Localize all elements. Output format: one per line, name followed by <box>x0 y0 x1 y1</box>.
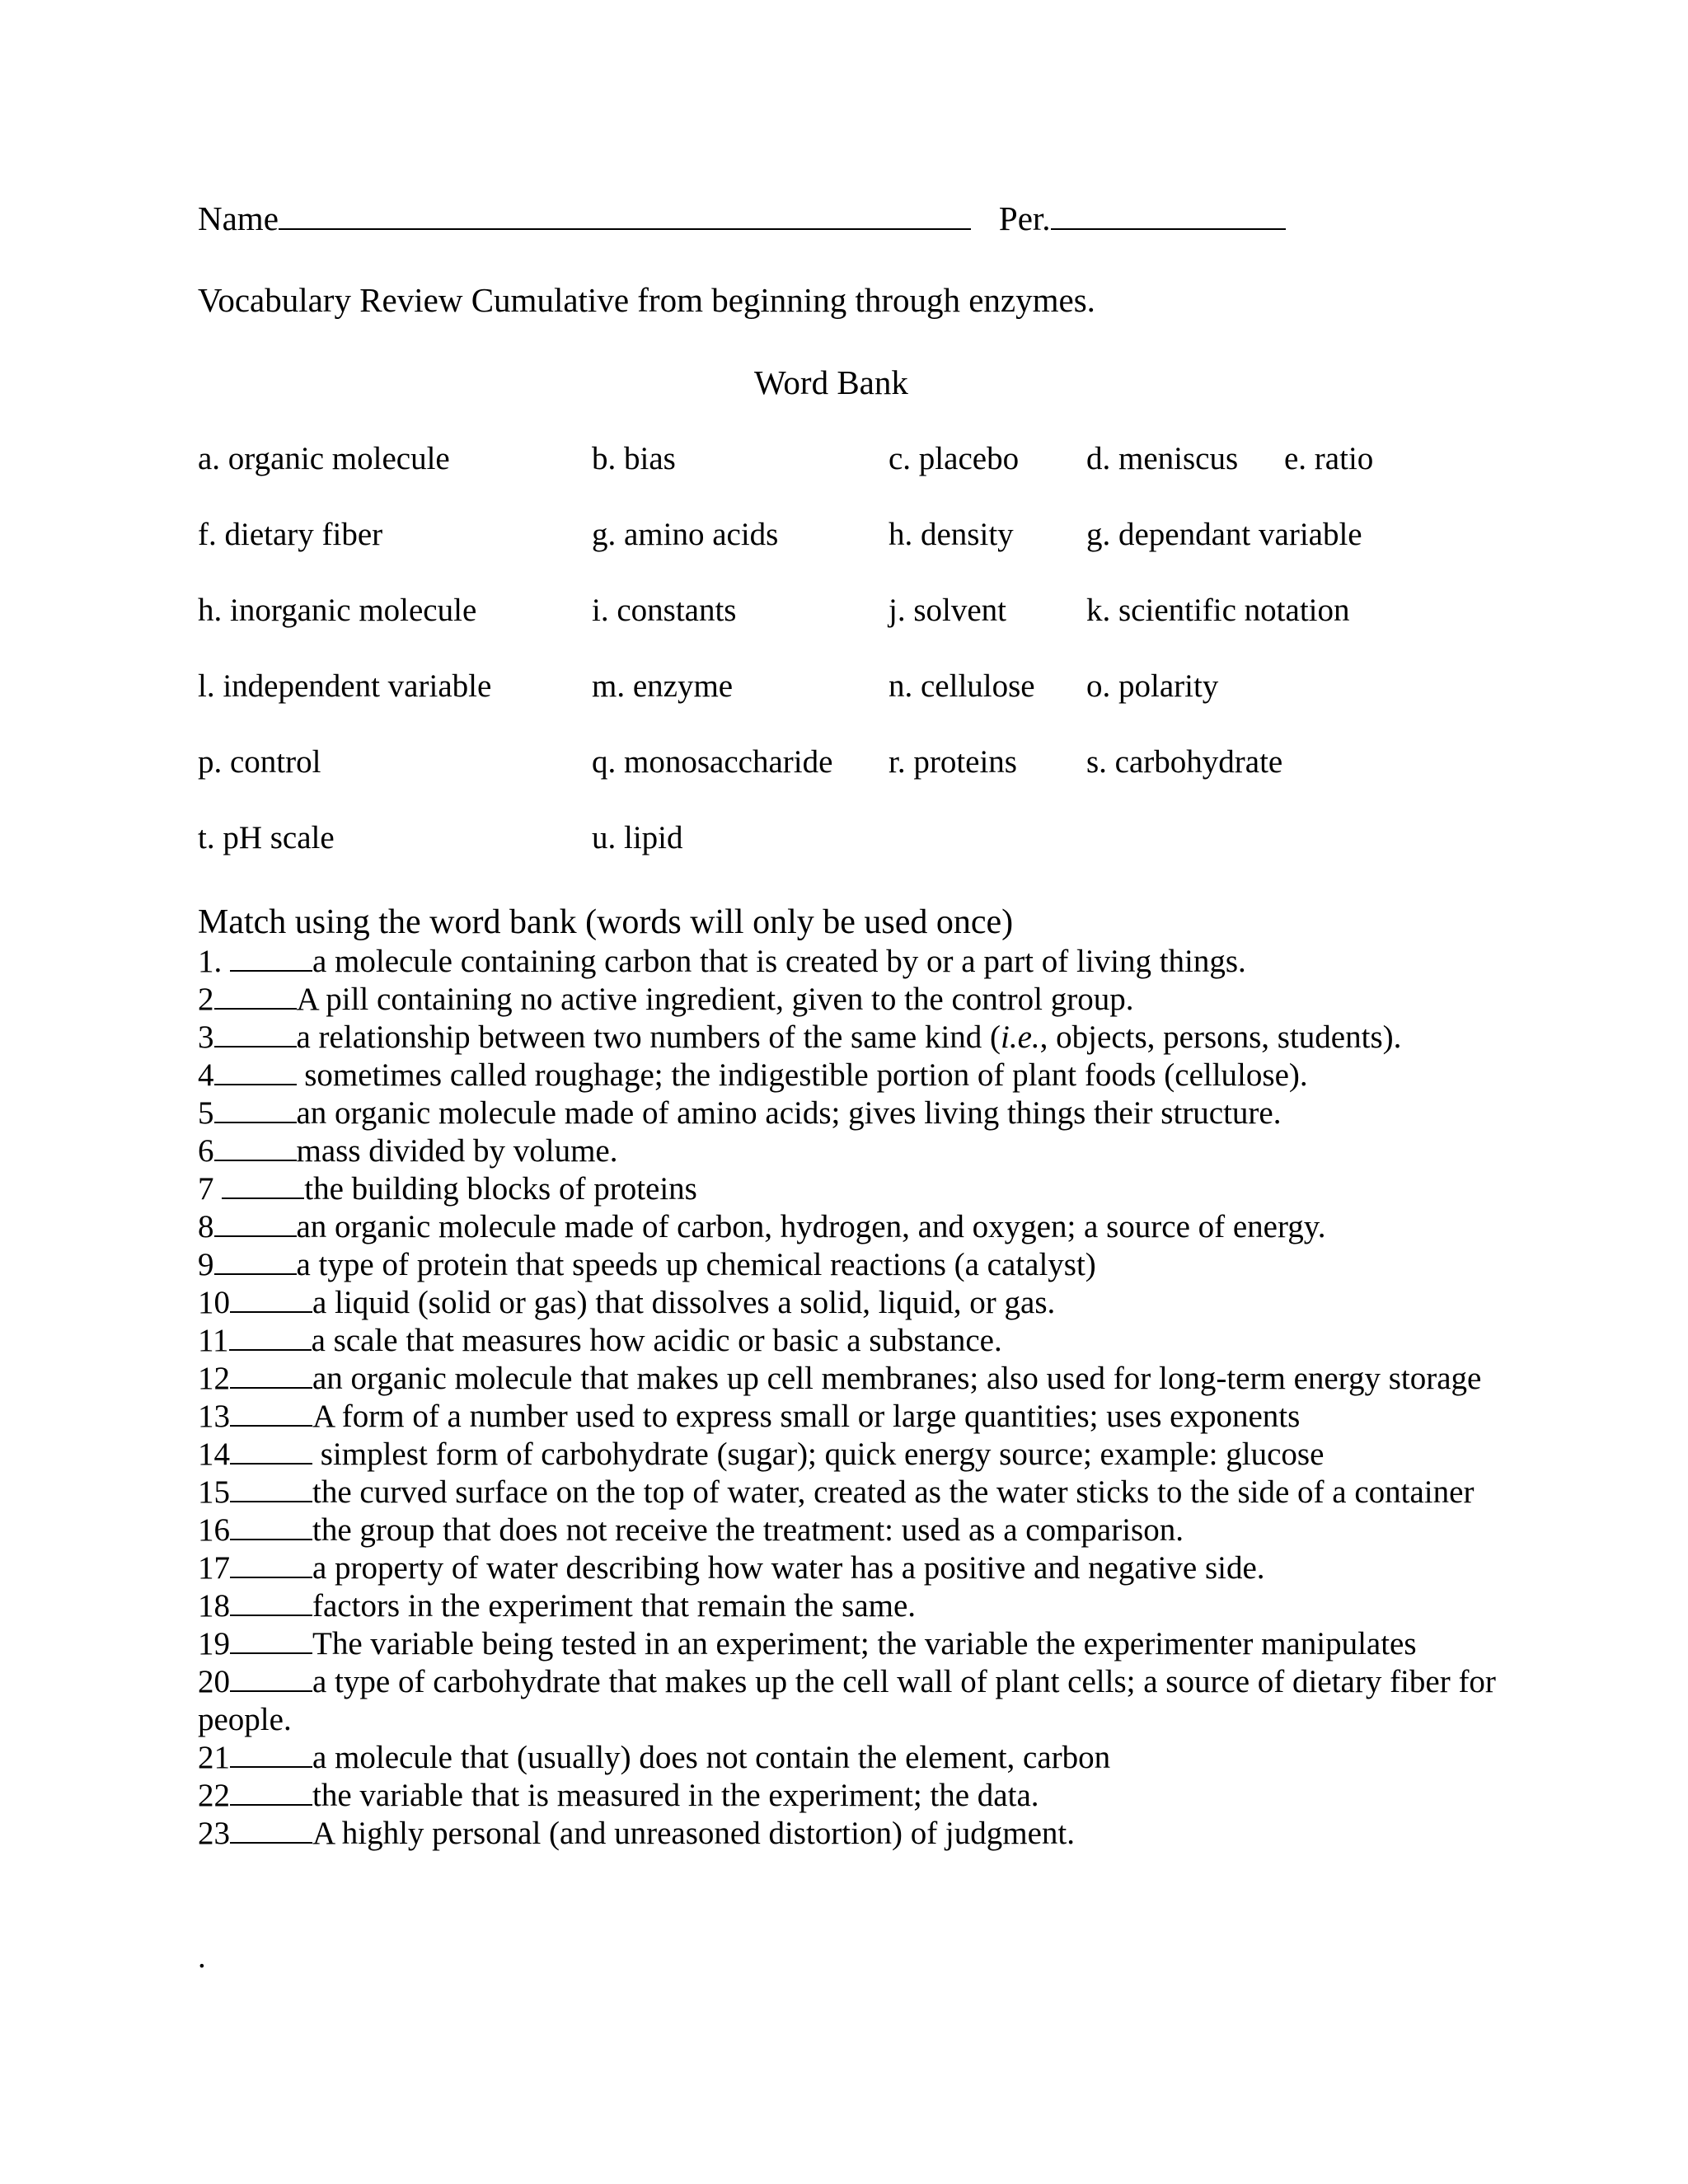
item-number: 11 <box>198 1323 229 1358</box>
answer-blank[interactable] <box>214 1249 297 1275</box>
item-number: 18 <box>198 1588 230 1624</box>
word-bank-term: h. density <box>889 517 1014 552</box>
word-bank-term: r. proteins <box>889 744 1017 780</box>
answer-blank[interactable] <box>230 1666 312 1692</box>
name-label: Name <box>198 199 279 237</box>
match-item <box>198 1549 1558 1587</box>
word-bank-term: f. dietary fiber <box>198 517 383 552</box>
match-item <box>198 1284 1558 1322</box>
period-blank[interactable] <box>1051 199 1286 230</box>
match-item <box>198 1436 1558 1474</box>
word-bank-term: q. monosaccharide <box>592 744 833 780</box>
item-definition: a property of water describing how water has a positive and negative side. <box>312 1550 1265 1586</box>
word-bank-term: k. scientific notation <box>1086 593 1350 628</box>
item-number: 4 <box>198 1057 214 1093</box>
item-definition: a liquid (solid or gas) that dissolves a solid, liquid, or gas. <box>312 1285 1056 1320</box>
item-definition: a molecule that (usually) does not contain the element, carbon <box>312 1740 1111 1775</box>
word-bank-term: a. organic molecule <box>198 441 450 476</box>
word-bank-term: d. meniscus <box>1086 441 1239 476</box>
match-item <box>198 1132 1558 1170</box>
match-item <box>198 1739 1558 1777</box>
word-bank-row <box>198 438 1558 514</box>
word-bank-row <box>198 818 1558 893</box>
word-bank-row <box>198 514 1558 590</box>
word-bank-term: j. solvent <box>889 593 1006 628</box>
item-number: 10 <box>198 1285 230 1320</box>
item-definition: the curved surface on the top of water, created as the water sticks to the side of a container <box>312 1474 1475 1510</box>
match-item <box>198 1777 1558 1815</box>
item-number: 8 <box>198 1209 214 1244</box>
word-bank-term: u. lipid <box>592 820 683 855</box>
match-item <box>198 1663 1558 1739</box>
item-definition: a scale that measures how acidic or basic a substance. <box>311 1323 1002 1358</box>
word-bank-term: n. cellulose <box>889 668 1035 704</box>
answer-blank[interactable] <box>230 1779 312 1806</box>
match-item <box>198 1170 1558 1208</box>
answer-blank[interactable] <box>222 1173 304 1199</box>
word-bank-term: l. independent variable <box>198 668 492 704</box>
item-number: 12 <box>198 1361 230 1396</box>
worksheet-title: Vocabulary Review Cumulative from beginning through enzymes. <box>198 281 1095 319</box>
match-item <box>198 1019 1558 1057</box>
item-definition: sometimes called roughage; the indigestible portion of plant foods (cellulose). <box>296 1057 1308 1093</box>
word-bank-term: g. dependant variable <box>1086 517 1362 552</box>
item-definition: A highly personal (and unreasoned distortion) of judgment. <box>312 1816 1075 1851</box>
match-item <box>198 943 1558 981</box>
item-definition: mass divided by volume. <box>296 1133 618 1169</box>
period-label: Per. <box>998 199 1051 237</box>
match-item <box>198 1511 1558 1549</box>
answer-blank[interactable] <box>214 1059 297 1085</box>
item-number: 23 <box>198 1816 230 1851</box>
answer-blank[interactable] <box>230 1400 312 1427</box>
match-item <box>198 1208 1558 1246</box>
item-number: 14 <box>198 1436 230 1472</box>
match-item <box>198 1474 1558 1511</box>
match-item <box>198 1625 1558 1663</box>
answer-blank[interactable] <box>230 1741 312 1768</box>
trailing-mark: . <box>198 1939 206 1975</box>
answer-blank[interactable] <box>230 1552 312 1578</box>
word-bank <box>198 438 1558 893</box>
item-number: 9 <box>198 1247 214 1282</box>
answer-blank[interactable] <box>214 983 297 1010</box>
item-definition: A pill containing no active ingredient, given to the control group. <box>296 982 1134 1017</box>
word-bank-term: b. bias <box>592 441 676 476</box>
match-item <box>198 1815 1558 1853</box>
item-definition: the variable that is measured in the experiment; the data. <box>312 1778 1039 1813</box>
answer-blank[interactable] <box>230 1438 312 1465</box>
answer-blank[interactable] <box>230 1628 312 1654</box>
item-number: 16 <box>198 1512 230 1548</box>
item-definition: a molecule containing carbon that is created by or a part of living things. <box>312 944 1246 979</box>
item-definition: , objects, persons, students). <box>1039 1019 1402 1055</box>
answer-blank[interactable] <box>214 1211 297 1237</box>
worksheet-page <box>198 0 1558 2184</box>
item-definition: a type of carbohydrate that makes up the cell wall of plant cells; a source of dietary fiber for people. <box>198 1664 1504 1737</box>
item-definition-italic: i.e. <box>1001 1019 1040 1055</box>
answer-blank[interactable] <box>230 1514 312 1540</box>
word-bank-heading: Word Bank <box>754 363 908 401</box>
item-number: 15 <box>198 1474 230 1510</box>
word-bank-term: c. placebo <box>889 441 1020 476</box>
item-definition: the group that does not receive the treatment: used as a comparison. <box>312 1512 1184 1548</box>
answer-blank[interactable] <box>230 945 312 972</box>
word-bank-term: t. pH scale <box>198 820 335 855</box>
match-item <box>198 1398 1558 1436</box>
match-item <box>198 981 1558 1019</box>
header-line <box>198 196 1286 241</box>
item-number: 21 <box>198 1740 230 1775</box>
answer-blank[interactable] <box>230 1590 312 1616</box>
item-number: 1. <box>198 944 230 979</box>
name-blank[interactable] <box>279 199 971 230</box>
match-item <box>198 1057 1558 1094</box>
answer-blank[interactable] <box>214 1135 297 1161</box>
answer-blank[interactable] <box>229 1324 312 1351</box>
item-definition: a relationship between two numbers of the same kind ( <box>296 1019 1001 1055</box>
item-number: 3 <box>198 1019 214 1055</box>
item-number: 17 <box>198 1550 230 1586</box>
item-number: 2 <box>198 982 214 1017</box>
word-bank-term: o. polarity <box>1086 668 1219 704</box>
word-bank-term: e. ratio <box>1284 441 1374 476</box>
match-item <box>198 1587 1558 1625</box>
item-definition: the building blocks of proteins <box>304 1171 697 1207</box>
word-bank-term: i. constants <box>592 593 737 628</box>
answer-blank[interactable] <box>230 1817 312 1844</box>
word-bank-term: p. control <box>198 744 321 780</box>
item-definition: an organic molecule made of amino acids; gives living things their structure. <box>296 1095 1282 1131</box>
word-bank-term: s. carbohydrate <box>1086 744 1283 780</box>
item-definition: The variable being tested in an experiment; the variable the experimenter manipulates <box>312 1626 1417 1661</box>
answer-blank[interactable] <box>230 1362 312 1389</box>
word-bank-term: m. enzyme <box>592 668 734 704</box>
answer-blank[interactable] <box>230 1286 312 1313</box>
answer-blank[interactable] <box>230 1476 312 1502</box>
item-definition: an organic molecule that makes up cell membranes; also used for long-term energy storage <box>312 1361 1482 1396</box>
word-bank-row <box>198 590 1558 666</box>
item-number: 6 <box>198 1133 214 1169</box>
item-number: 20 <box>198 1664 230 1699</box>
match-item <box>198 1246 1558 1284</box>
match-heading: Match using the word bank (words will only be used once) <box>198 903 1014 941</box>
word-bank-row <box>198 742 1558 818</box>
answer-blank[interactable] <box>214 1021 297 1047</box>
item-definition: A form of a number used to express small or large quantities; uses exponents <box>312 1399 1301 1434</box>
word-bank-term: h. inorganic molecule <box>198 593 477 628</box>
item-definition: a type of protein that speeds up chemical reactions (a catalyst) <box>296 1247 1096 1282</box>
answer-blank[interactable] <box>214 1097 297 1123</box>
item-definition: factors in the experiment that remain the same. <box>312 1588 917 1624</box>
item-number: 5 <box>198 1095 214 1131</box>
word-bank-row <box>198 666 1558 742</box>
match-items <box>198 943 1558 1853</box>
match-item <box>198 1322 1558 1360</box>
item-number: 19 <box>198 1626 230 1661</box>
match-item <box>198 1094 1558 1132</box>
word-bank-term: g. amino acids <box>592 517 779 552</box>
item-definition: an organic molecule made of carbon, hydrogen, and oxygen; a source of energy. <box>296 1209 1326 1244</box>
item-number: 22 <box>198 1778 230 1813</box>
match-item <box>198 1360 1558 1398</box>
item-definition: simplest form of carbohydrate (sugar); quick energy source; example: glucose <box>312 1436 1325 1472</box>
item-number: 7 <box>198 1171 223 1207</box>
item-number: 13 <box>198 1399 230 1434</box>
